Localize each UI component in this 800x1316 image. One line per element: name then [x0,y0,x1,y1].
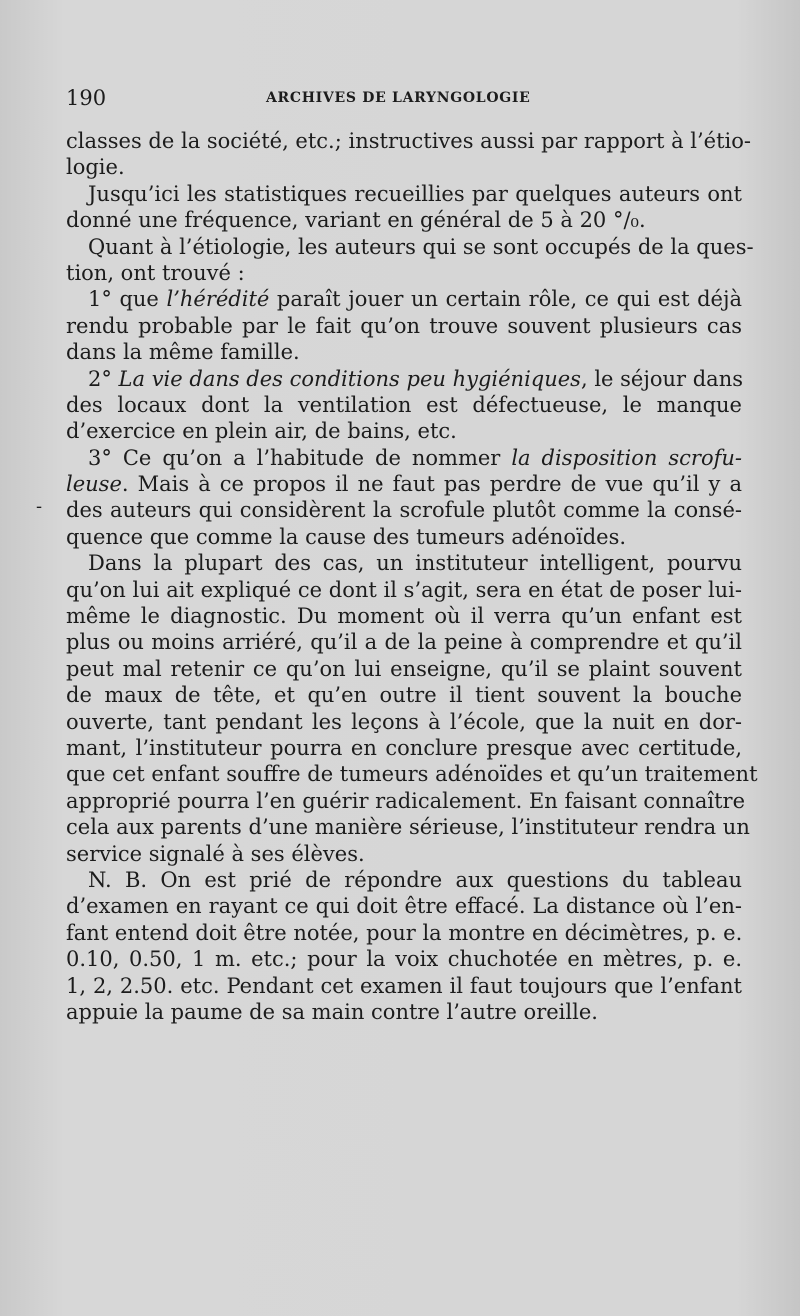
text-line: Quant à l’étiologie, les auteurs qui se sont occupés de la ques- [88,234,754,259]
text-line: leuse. Mais à ce propos il ne faut pas perdre de vue qu’il y a [66,472,742,497]
text-line: des auteurs qui considèrent la scrofule plutôt comme la consé- [66,498,742,523]
text-line: Jusqu’ici les statistiques recueillies par quelques auteurs ont [88,181,742,206]
text-line: N. B. On est prié de répondre aux questions du tableau [88,867,742,892]
margin-mark: - [36,496,43,517]
text-line: tion, ont trouvé : [66,260,245,285]
text-line: dans la même famille. [66,340,300,365]
text-line: même le diagnostic. Du moment où il verra qu’un enfant est [66,604,742,629]
text-line: 3° Ce qu’on a l’habitude de nommer la disposition scrofu- [88,445,742,470]
text-line: classes de la société, etc.; instructives aussi par rapport à l’étio- [66,129,751,153]
text-line: quence que comme la cause des tumeurs adénoïdes. [66,524,627,549]
italic-text: la disposition scrofu- [511,445,742,470]
text-line: d’examen en rayant ce qui doit être effacé. La distance où l’en- [66,894,742,919]
text-line: approprié pourra l’en guérir radicalement. En faisant connaître [66,788,746,813]
text-line: service signalé à ses élèves. [66,841,365,866]
text-line: 1° que l’hérédité paraît jouer un certain rôle, ce qui est déjà [88,287,743,312]
text-line: 2° La vie dans des conditions peu hygiéniques, le séjour dans [88,366,744,391]
text-line: que cet enfant souffre de tumeurs adénoïdes et qu’un traitement [66,762,758,787]
text-line: ouverte, tant pendant les leçons à l’école, que la nuit en dor- [66,709,742,734]
text-line: des locaux dont la ventilation est défectueuse, le manque [66,392,742,417]
running-title: ARCHIVES DE LARYNGOLOGIE [266,90,531,106]
text-line: Dans la plupart des cas, un instituteur intelligent, pourvu [88,551,742,576]
text-line: 1, 2, 2.50. etc. Pendant cet examen il faut toujours que l’enfant [66,973,742,998]
text-line: donné une fréquence, variant en général de 5 à 20 °/₀. [66,208,646,233]
text-line: 0.10, 0.50, 1 m. etc.; pour la voix chuchotée en mètres, p. e. [66,947,742,972]
italic-text: leuse [66,472,122,497]
text-line: d’exercice en plein air, de bains, etc. [66,419,457,444]
text-line: plus ou moins arriéré, qu’il a de la peine à comprendre et qu’il [66,630,742,655]
text-line: peut mal retenir ce qu’on lui enseigne, qu’il se plaint souvent [66,656,742,681]
text-line: fant entend doit être notée, pour la montre en décimètres, p. e. [66,920,743,945]
page-number: 190 [66,86,107,110]
text-line: cela aux parents d’une manière sérieuse, l’instituteur rendra un [66,815,750,840]
italic-text: La vie dans des conditions peu hygiéniques [118,366,581,391]
text-line: mant, l’instituteur pourra en conclure presque avec certitude, [66,735,742,760]
body-text [66,128,758,1025]
text-line: logie. [66,155,125,180]
italic-text: l’hérédité [166,287,270,312]
text-line: appuie la paume de sa main contre l’autre oreille. [66,999,598,1024]
text-line: rendu probable par le fait qu’on trouve souvent plusieurs cas [66,313,742,338]
running-header [66,86,742,110]
text-line: qu’on lui ait expliqué ce dont il s’agit, sera en état de poser lui- [66,577,742,602]
text-line: de maux de tête, et qu’en outre il tient souvent la bouche [66,683,742,708]
